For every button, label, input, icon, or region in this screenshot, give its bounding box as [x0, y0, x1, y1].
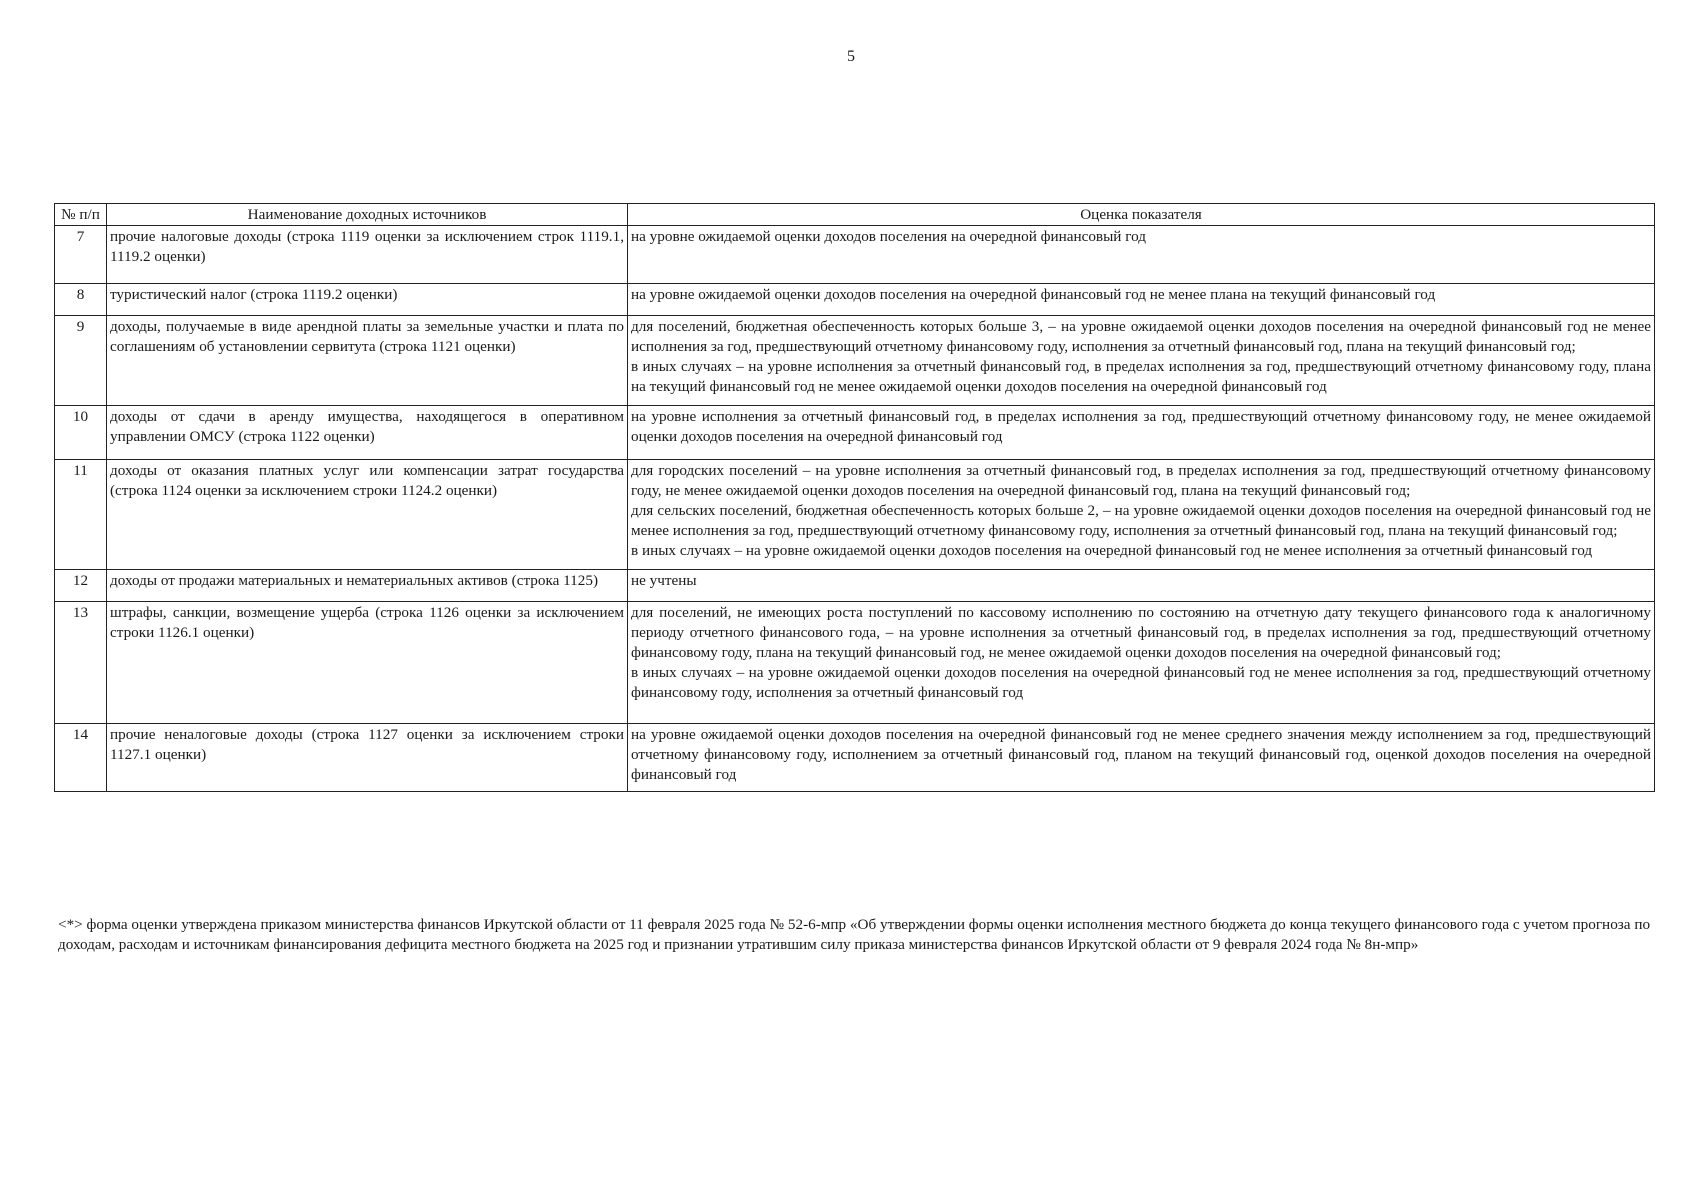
revenue-source-name: доходы от сдачи в аренду имущества, находящегося в оперативном управлении ОМСУ (строка 1122 оценки) — [107, 406, 628, 460]
evaluation-cell — [628, 724, 1655, 792]
revenue-source-name: прочие налоговые доходы (строка 1119 оценки за исключением строк 1119.1, 1119.2 оценки) — [107, 226, 628, 284]
revenue-evaluation-table — [54, 203, 1655, 792]
table-row — [55, 226, 1655, 284]
evaluation-cell — [628, 460, 1655, 570]
revenue-source-name: прочие неналоговые доходы (строка 1127 оценки за исключением строки 1127.1 оценки) — [107, 724, 628, 792]
evaluation-cell — [628, 602, 1655, 724]
evaluation-paragraph: для поселений, бюджетная обеспеченность которых больше 3, – на уровне ожидаемой оценки доходов поселения на очередной финансовый год не менее исполнения за год, предшествующий отчетному финансовому году, исполнения за отчетный финансовый год, плана на текущий финансовый год; — [631, 318, 1651, 355]
revenue-source-name: доходы, получаемые в виде арендной платы за земельные участки и плата по соглашениям об установлении сервитута (строка 1121 оценки) — [107, 316, 628, 406]
footnote: <*> форма оценки утверждена приказом министерства финансов Иркутской области от 11 февраля 2025 года № 52-6-мпр «Об утверждении формы оценки исполнения местного бюджета до конца текущего финансового года с учетом прогноза по доходам, расходам и источникам финансирования дефицита местного бюджета на 2025 год и признании утратившим силу приказа министерства финансов Иркутской области от 9 февраля 2024 года № 8н-мпр» — [58, 916, 1651, 953]
evaluation-paragraph: на уровне ожидаемой оценки доходов поселения на очередной финансовый год не менее плана на текущий финансовый год — [631, 286, 1436, 303]
table-row — [55, 602, 1655, 724]
revenue-source-name: доходы от продажи материальных и нематериальных активов (строка 1125) — [107, 570, 628, 602]
evaluation-paragraph: в иных случаях – на уровне ожидаемой оценки доходов поселения на очередной финансовый год не менее исполнения за год, предшествующий отчетному финансовому году, исполнения за отчетный финансовый год — [631, 664, 1651, 701]
row-number: 12 — [55, 570, 107, 602]
revenue-source-name: штрафы, санкции, возмещение ущерба (строка 1126 оценки за исключением строки 1126.1 оценки) — [107, 602, 628, 724]
evaluation-paragraph: для городских поселений – на уровне исполнения за отчетный финансовый год, в пределах исполнения за год, предшествующий отчетному финансовому году, не менее ожидаемой оценки доходов поселения на очередной финансовый год, плана на текущий финансовый год; — [631, 462, 1651, 499]
evaluation-paragraph: в иных случаях – на уровне ожидаемой оценки доходов поселения на очередной финансовый год не менее исполнения за отчетный финансовый год — [631, 542, 1593, 559]
table-row — [55, 406, 1655, 460]
header-evaluation: Оценка показателя — [628, 204, 1655, 226]
header-num: № п/п — [55, 204, 107, 226]
table-row — [55, 724, 1655, 792]
evaluation-cell — [628, 226, 1655, 284]
row-number: 7 — [55, 226, 107, 284]
table-row — [55, 460, 1655, 570]
evaluation-paragraph: в иных случаях – на уровне исполнения за отчетный финансовый год, в пределах исполнения за год, предшествующий отчетному финансовому году, плана на текущий финансовый год не менее ожидаемой оценки доходов поселения на очередной финансовый год — [631, 358, 1651, 395]
evaluation-cell — [628, 406, 1655, 460]
evaluation-cell — [628, 284, 1655, 316]
row-number: 10 — [55, 406, 107, 460]
row-number: 13 — [55, 602, 107, 724]
evaluation-cell — [628, 570, 1655, 602]
table-row — [55, 316, 1655, 406]
evaluation-paragraph: для сельских поселений, бюджетная обеспеченность которых больше 2, – на уровне ожидаемой оценки доходов поселения на очередной финансовый год не менее исполнения за год, предшествующий отчетному финансовому году, исполнения за отчетный финансовый год, плана на текущий финансовый год; — [631, 502, 1651, 539]
revenue-source-name: туристический налог (строка 1119.2 оценки) — [107, 284, 628, 316]
evaluation-paragraph: на уровне исполнения за отчетный финансовый год, в пределах исполнения за год, предшествующий отчетному финансовому году, не менее ожидаемой оценки доходов поселения на очередной финансовый год — [631, 408, 1651, 445]
row-number: 11 — [55, 460, 107, 570]
row-number: 8 — [55, 284, 107, 316]
table-header-row — [55, 204, 1655, 226]
header-name: Наименование доходных источников — [107, 204, 628, 226]
row-number: 9 — [55, 316, 107, 406]
evaluation-paragraph: не учтены — [631, 572, 697, 589]
evaluation-paragraph: на уровне ожидаемой оценки доходов поселения на очередной финансовый год не менее среднего значения между исполнением за год, предшествующий отчетному финансовому году, исполнением за отчетный финансовый год, планом на текущий финансовый год, оценкой доходов поселения на очередной финансовый год — [631, 726, 1651, 783]
evaluation-paragraph: на уровне ожидаемой оценки доходов поселения на очередной финансовый год — [631, 228, 1146, 245]
row-number: 14 — [55, 724, 107, 792]
table-row — [55, 284, 1655, 316]
table-row — [55, 570, 1655, 602]
table-body — [55, 226, 1655, 792]
revenue-source-name: доходы от оказания платных услуг или компенсации затрат государства (строка 1124 оценки за исключением строки 1124.2 оценки) — [107, 460, 628, 570]
evaluation-cell — [628, 316, 1655, 406]
evaluation-paragraph: для поселений, не имеющих роста поступлений по кассовому исполнению по состоянию на отчетную дату текущего финансового года к аналогичному периоду отчетного финансового года, – на уровне исполнения за отчетный финансовый год, в пределах исполнения за год, предшествующий отчетному финансовому году, плана на текущий финансовый год, не менее ожидаемой оценки доходов поселения на очередной финансовый год; — [631, 604, 1651, 661]
page-number: 5 — [847, 48, 855, 65]
